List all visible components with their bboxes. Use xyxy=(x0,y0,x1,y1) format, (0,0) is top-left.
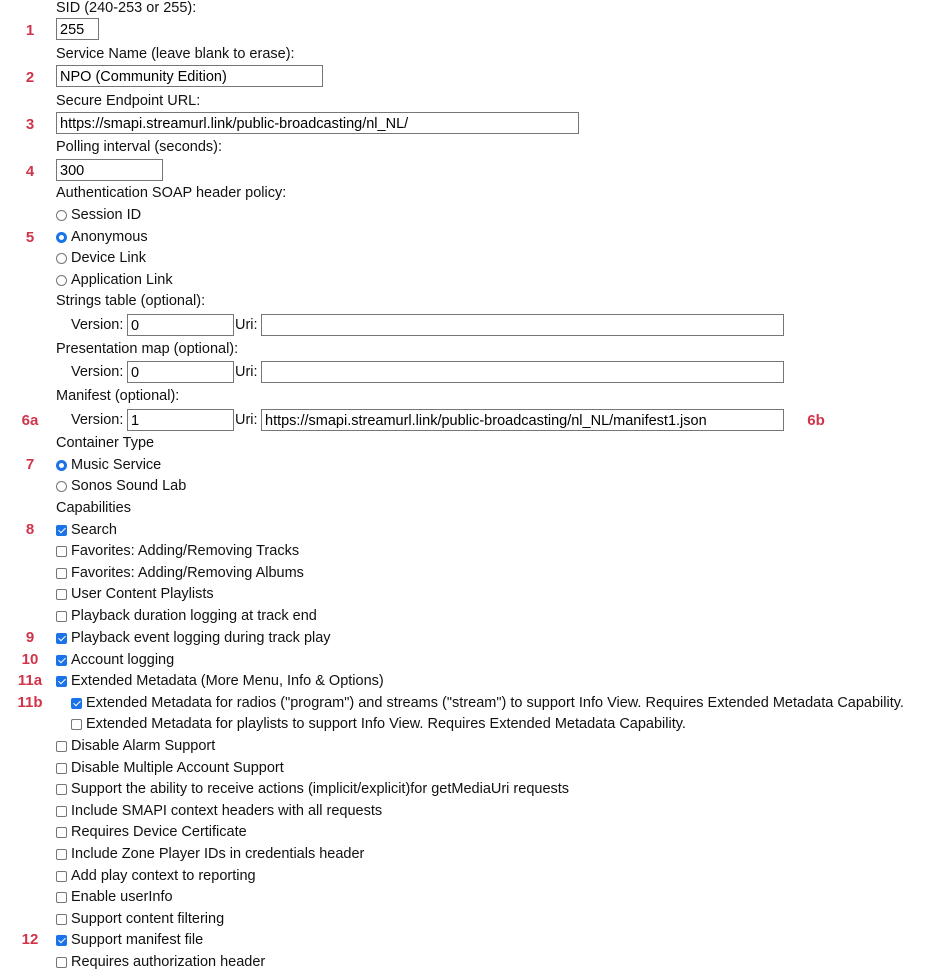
checkbox-icon[interactable] xyxy=(56,525,67,536)
capability-label: Account logging xyxy=(71,652,175,668)
presentation-label: Presentation map (optional): xyxy=(56,341,239,357)
marker-12: 12 xyxy=(21,931,39,948)
checkbox-icon[interactable] xyxy=(56,611,67,622)
capability-label: Requires Device Certificate xyxy=(71,824,247,840)
marker-3: 3 xyxy=(25,116,35,133)
capability-label: Support manifest file xyxy=(71,932,204,948)
capability-item[interactable] xyxy=(56,909,224,929)
option-label: Session ID xyxy=(71,207,142,223)
capability-label: Extended Metadata for radios ("program") and streams ("stream") to support Info View. Requires Extended Metadata Capability. xyxy=(86,695,904,711)
checkbox-icon[interactable] xyxy=(56,568,67,579)
manifest-label: Manifest (optional): xyxy=(56,388,180,404)
capability-label: Add play context to reporting xyxy=(71,868,256,884)
capability-label: Extended Metadata for playlists to support Info View. Requires Extended Metadata Capability. xyxy=(86,716,686,732)
checkbox-icon[interactable] xyxy=(56,784,67,795)
radio-icon[interactable] xyxy=(56,232,67,243)
marker-5: 5 xyxy=(25,229,35,246)
manifest-version-input[interactable]: 1 xyxy=(127,409,234,431)
capability-label: Requires authorization header xyxy=(71,954,266,970)
checkbox-icon[interactable] xyxy=(56,546,67,557)
auth-anonymous[interactable] xyxy=(56,227,148,247)
manifest-uri-input[interactable]: https://smapi.streamurl.link/public-broadcasting/nl_NL/manifest1.json xyxy=(261,409,784,431)
capability-label: Favorites: Adding/Removing Tracks xyxy=(71,543,300,559)
endpoint-input[interactable]: https://smapi.streamurl.link/public-broadcasting/nl_NL/ xyxy=(56,112,579,134)
polling-input[interactable]: 300 xyxy=(56,159,163,181)
checkbox-icon[interactable] xyxy=(56,633,67,644)
marker-1: 1 xyxy=(25,22,35,39)
option-label: Music Service xyxy=(71,457,162,473)
capability-item[interactable] xyxy=(56,584,214,604)
capability-label: Disable Alarm Support xyxy=(71,738,216,754)
capability-item[interactable] xyxy=(56,822,247,842)
marker-11a: 11a xyxy=(17,672,43,689)
capability-label: Playback duration logging at track end xyxy=(71,608,317,624)
auth-label: Authentication SOAP header policy: xyxy=(56,185,287,201)
capability-item[interactable] xyxy=(56,563,304,583)
capability-label: User Content Playlists xyxy=(71,586,214,602)
capability-label: Favorites: Adding/Removing Albums xyxy=(71,565,304,581)
capability-item[interactable] xyxy=(71,693,904,713)
capability-item[interactable] xyxy=(56,671,384,691)
radio-icon[interactable] xyxy=(56,460,67,471)
capability-label: Enable userInfo xyxy=(71,889,173,905)
marker-2: 2 xyxy=(25,69,35,86)
capabilities-label: Capabilities xyxy=(56,500,131,516)
capability-label: Disable Multiple Account Support xyxy=(71,760,284,776)
capability-label: Support the ability to receive actions (implicit/explicit)for getMediaUri requests xyxy=(71,781,570,797)
marker-9: 9 xyxy=(25,629,35,646)
radio-icon[interactable] xyxy=(56,210,67,221)
marker-6a: 6a xyxy=(21,412,39,429)
presentation-version-label: Version: xyxy=(71,364,124,380)
sid-input[interactable]: 255 xyxy=(56,18,99,40)
container-sonos-sound-lab[interactable] xyxy=(56,476,186,496)
marker-11b: 11b xyxy=(17,694,43,711)
strings-label: Strings table (optional): xyxy=(56,293,206,309)
capability-item[interactable] xyxy=(56,952,265,972)
presentation-uri-label: Uri: xyxy=(235,364,258,380)
container-label: Container Type xyxy=(56,435,155,451)
auth-application-link[interactable] xyxy=(56,270,173,290)
checkbox-icon[interactable] xyxy=(56,763,67,774)
sid-label: SID (240-253 or 255): xyxy=(56,0,197,16)
option-label: Anonymous xyxy=(71,229,148,245)
capability-item[interactable] xyxy=(56,650,174,670)
strings-uri-input[interactable] xyxy=(261,314,784,336)
capability-item[interactable] xyxy=(56,887,173,907)
manifest-version-label: Version: xyxy=(71,412,124,428)
capability-item[interactable] xyxy=(56,520,117,540)
polling-label: Polling interval (seconds): xyxy=(56,139,223,155)
capability-label: Search xyxy=(71,522,117,538)
capability-label: Extended Metadata (More Menu, Info & Options) xyxy=(71,673,384,689)
checkbox-icon[interactable] xyxy=(56,806,67,817)
capability-label: Playback event logging during track play xyxy=(71,630,331,646)
capability-label: Include SMAPI context headers with all requests xyxy=(71,803,383,819)
auth-session-id[interactable] xyxy=(56,205,141,225)
capability-label: Include Zone Player IDs in credentials header xyxy=(71,846,365,862)
capability-item[interactable] xyxy=(56,844,364,864)
marker-4: 4 xyxy=(25,163,35,180)
capability-item[interactable] xyxy=(56,628,331,648)
checkbox-icon[interactable] xyxy=(71,719,82,730)
strings-uri-label: Uri: xyxy=(235,317,258,333)
capability-item[interactable] xyxy=(56,541,299,561)
option-label: Sonos Sound Lab xyxy=(71,478,187,494)
checkbox-icon[interactable] xyxy=(56,849,67,860)
capability-item[interactable] xyxy=(56,779,569,799)
checkbox-icon[interactable] xyxy=(56,892,67,903)
capability-item[interactable] xyxy=(56,801,382,821)
checkbox-icon[interactable] xyxy=(71,698,82,709)
checkbox-icon[interactable] xyxy=(56,871,67,882)
capability-item[interactable] xyxy=(56,930,203,950)
marker-7: 7 xyxy=(25,456,35,473)
strings-version-input[interactable]: 0 xyxy=(127,314,234,336)
capability-item[interactable] xyxy=(56,736,215,756)
radio-icon[interactable] xyxy=(56,253,67,264)
marker-8: 8 xyxy=(25,521,35,538)
capability-item[interactable] xyxy=(56,866,256,886)
capability-item[interactable] xyxy=(56,606,317,626)
endpoint-label: Secure Endpoint URL: xyxy=(56,93,201,109)
capability-item[interactable] xyxy=(56,758,284,778)
capability-label: Support content filtering xyxy=(71,911,225,927)
checkbox-icon[interactable] xyxy=(56,589,67,600)
checkbox-icon[interactable] xyxy=(56,914,67,925)
option-label: Device Link xyxy=(71,250,146,266)
service-name-label: Service Name (leave blank to erase): xyxy=(56,46,295,62)
strings-version-label: Version: xyxy=(71,317,124,333)
checkbox-icon[interactable] xyxy=(56,676,67,687)
service-name-input[interactable]: NPO (Community Edition) xyxy=(56,65,323,87)
marker-10: 10 xyxy=(21,651,39,668)
checkbox-icon[interactable] xyxy=(56,935,67,946)
radio-icon[interactable] xyxy=(56,481,67,492)
checkbox-icon[interactable] xyxy=(56,741,67,752)
checkbox-icon[interactable] xyxy=(56,827,67,838)
radio-icon[interactable] xyxy=(56,275,67,286)
checkbox-icon[interactable] xyxy=(56,957,67,968)
auth-device-link[interactable] xyxy=(56,248,146,268)
checkbox-icon[interactable] xyxy=(56,655,67,666)
presentation-version-input[interactable]: 0 xyxy=(127,361,234,383)
option-label: Application Link xyxy=(71,272,173,288)
capability-item[interactable] xyxy=(71,714,686,734)
marker-6b: 6b xyxy=(807,412,825,429)
manifest-uri-label: Uri: xyxy=(235,412,258,428)
container-music-service[interactable] xyxy=(56,455,161,475)
presentation-uri-input[interactable] xyxy=(261,361,784,383)
